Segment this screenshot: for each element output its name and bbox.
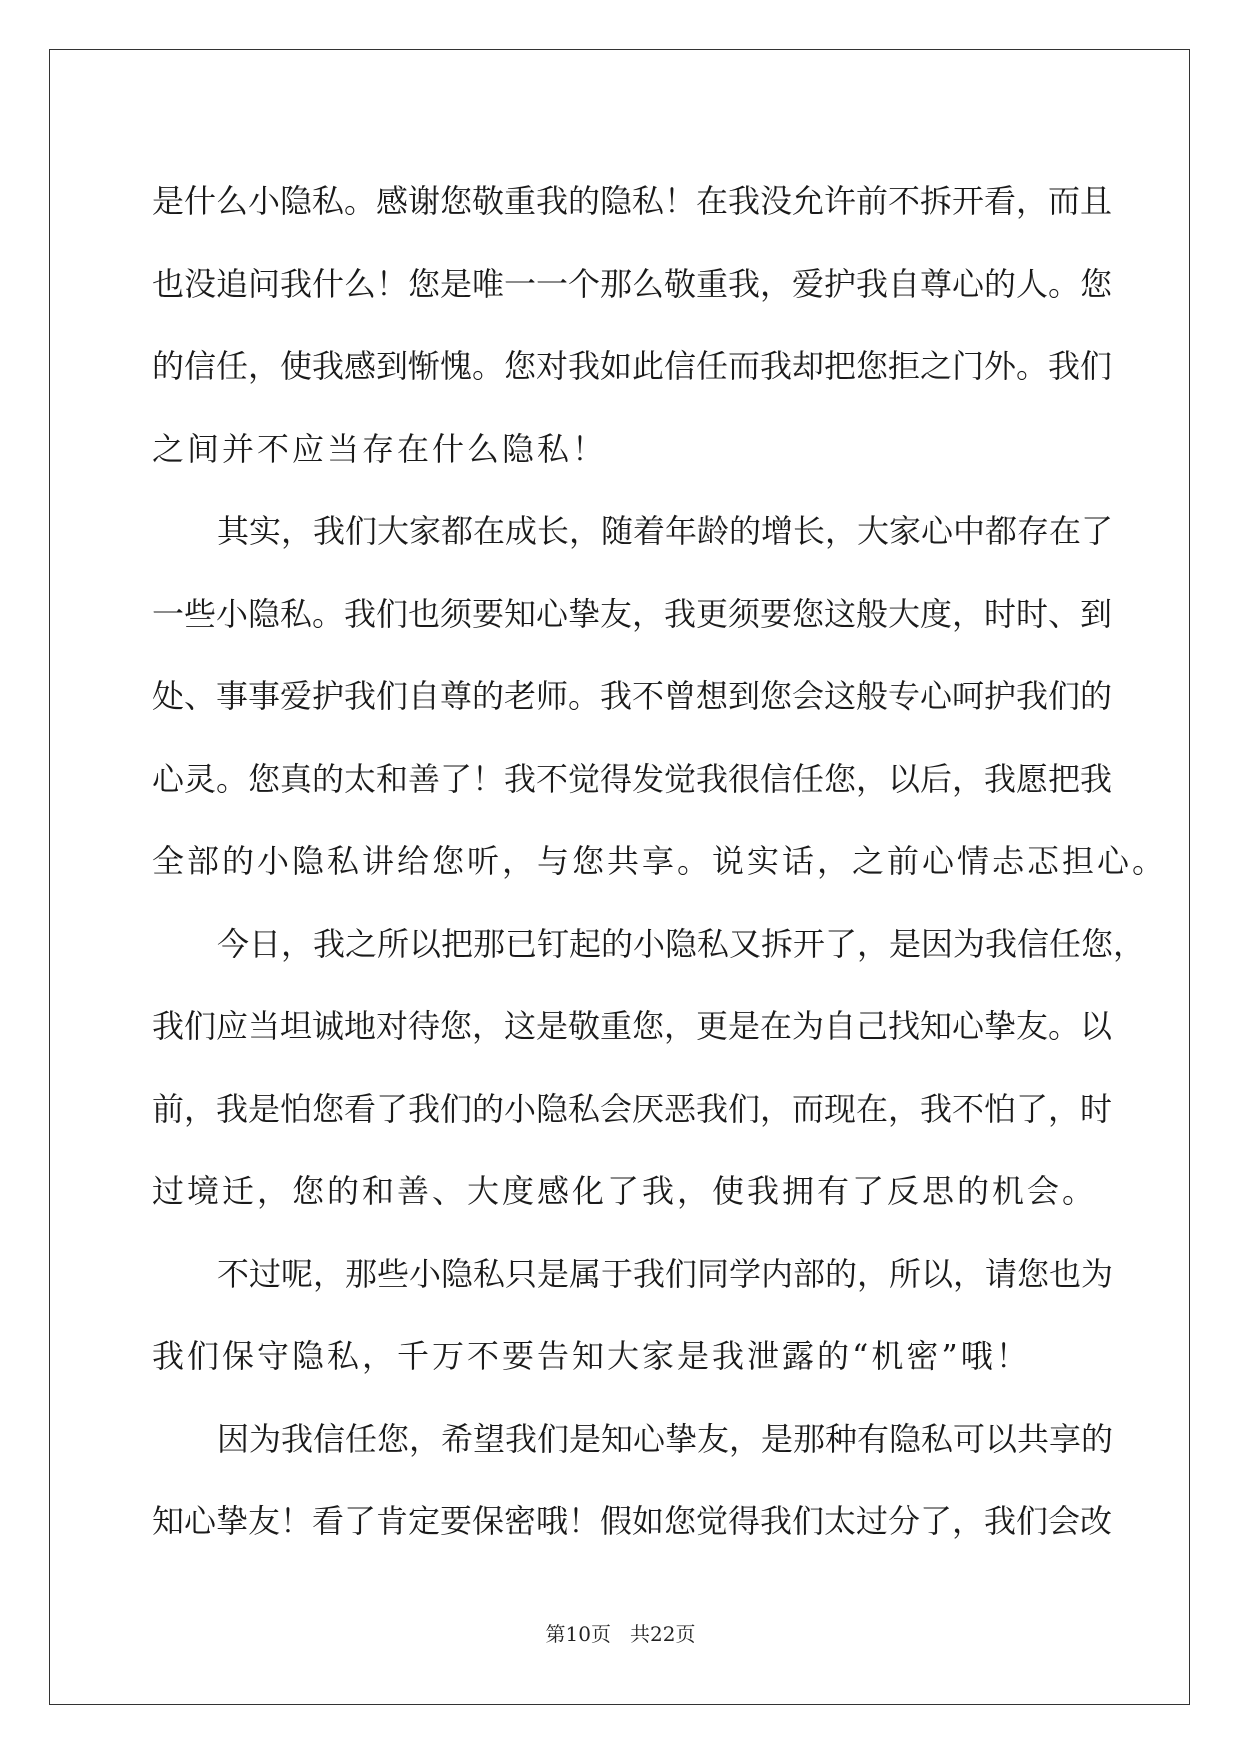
text-line: 今日，我之所以把那已钉起的小隐私又拆开了，是因为我信任您，	[217, 924, 1146, 963]
text-line: 一些小隐私。我们也须要知心挚友，我更须要您这般大度，时时、到	[152, 594, 1113, 633]
text-line: 不过呢，那些小隐私只是属于我们同学内部的，所以，请您也为	[217, 1254, 1114, 1293]
text-line: 全部的小隐私讲给您听，与您共享。说实话，之前心情忐忑担心。	[152, 842, 1168, 880]
text-line: 是什么小隐私。感谢您敬重我的隐私！在我没允许前不拆开看，而且	[152, 182, 1113, 220]
text-line: 其实，我们大家都在成长，随着年龄的增长，大家心中都存在了	[217, 512, 1114, 550]
text-line: 前，我是怕您看了我们的小隐私会厌恶我们，而现在，我不怕了，时	[152, 1089, 1113, 1128]
text-line: 我们保守隐私，千万不要告知大家是我泄露的“机密”哦！	[152, 1337, 1031, 1375]
document-body	[152, 160, 1168, 1563]
text-line: 因为我信任您，希望我们是知心挚友，是那种有隐私可以共享的	[217, 1419, 1114, 1458]
text-line: 之间并不应当存在什么隐私！	[152, 429, 608, 468]
text-line: 知心挚友！看了肯定要保密哦！假如您觉得我们太过分了，我们会改	[152, 1502, 1113, 1540]
text-line: 过境迁，您的和善、大度感化了我，使我拥有了反思的机会。	[152, 1172, 1098, 1210]
text-line: 心灵。您真的太和善了！我不觉得发觉我很信任您，以后，我愿把我	[152, 759, 1113, 798]
text-line: 处、事事爱护我们自尊的老师。我不曾想到您会这般专心呵护我们的	[152, 677, 1113, 715]
page-number-footer: 第10页 共22页	[545, 1622, 696, 1646]
text-line: 的信任，使我感到惭愧。您对我如此信任而我却把您拒之门外。我们	[152, 347, 1113, 385]
text-line: 也没追问我什么！您是唯一一个那么敬重我，爱护我自尊心的人。您	[152, 264, 1113, 303]
text-line: 我们应当坦诚地对待您，这是敬重您，更是在为自己找知心挚友。以	[152, 1007, 1113, 1045]
